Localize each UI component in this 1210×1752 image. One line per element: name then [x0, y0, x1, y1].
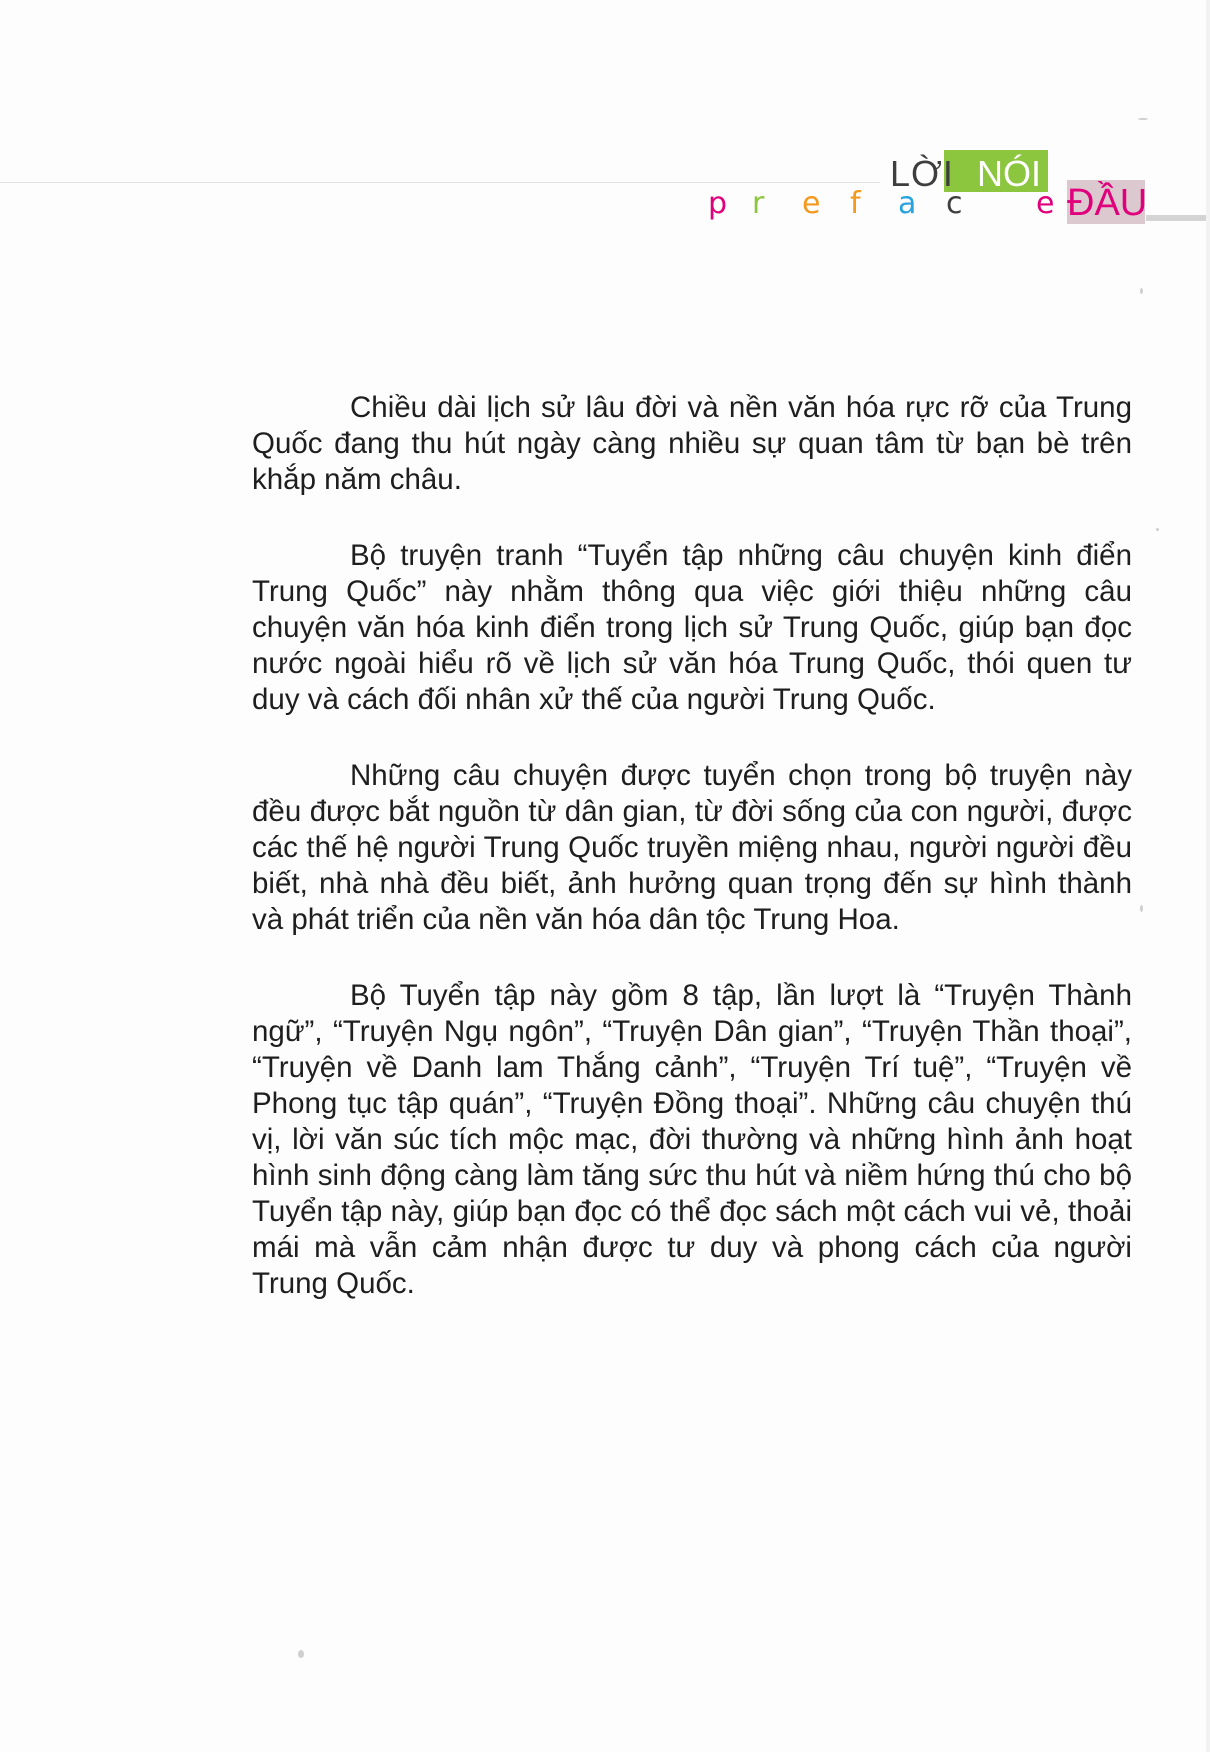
scan-speck	[1138, 118, 1148, 120]
right-divider	[1146, 215, 1210, 221]
scan-speck	[1140, 288, 1143, 294]
top-divider	[0, 182, 880, 183]
preface-letter: a	[898, 186, 917, 221]
paragraph-1: Chiều dài lịch sử lâu đời và nền văn hóa rực rỡ của Trung Quốc đang thu hút ngày càng nhiều sự quan tâm từ bạn bè trên khắp năm châu.	[252, 391, 1132, 496]
heading-word-loi: LỜI	[890, 153, 954, 194]
preface-letter: p	[708, 186, 728, 221]
preface-letter: f	[850, 186, 861, 221]
scan-speck	[1140, 905, 1143, 912]
preface-body	[252, 390, 1132, 1342]
scan-speck	[298, 1650, 304, 1658]
preface-letter: c	[946, 186, 963, 221]
heading-word-noi: NÓI	[977, 153, 1042, 194]
paragraph-4: Bộ Tuyển tập này gồm 8 tập, lần lượt là “Truyện Thành ngữ”, “Truyện Ngụ ngôn”, “Truyện Dân gian”, “Truyện Thần thoại”, “Truyện về Danh lam Thắng cảnh”, “Truyện Trí tuệ”, “Truyện về Phong tục tập quán”, “Truyện Đồng thoại”. Những câu chuyện thú vị, lời văn súc tích mộc mạc, đời thường và những hình ảnh hoạt hình sinh động càng làm tăng sức thu hút và niềm hứng thú cho bộ Tuyển tập này, giúp bạn đọc có thể đọc sách một cách vui vẻ, thoải mái mà vẫn cảm nhận được tư duy và phong cách của người Trung Quốc.	[252, 979, 1132, 1300]
preface-heading	[708, 148, 1150, 228]
preface-letter: r	[752, 186, 765, 221]
heading-word-dau: ĐẦU	[1067, 182, 1148, 224]
paragraph-2: Bộ truyện tranh “Tuyển tập những câu chuyện kinh điển Trung Quốc” này nhằm thông qua việc giới thiệu những câu chuyện văn hóa kinh điển trong lịch sử Trung Quốc, giúp bạn đọc nước ngoài hiểu rõ về lịch sử văn hóa Trung Quốc, thói quen tư duy và cách đối nhân xử thế của người Trung Quốc.	[252, 539, 1132, 716]
paragraph-3: Những câu chuyện được tuyển chọn trong bộ truyện này đều được bắt nguồn từ dân gian, từ đời sống của con người, được các thế hệ người Trung Quốc truyền miệng nhau, người người đều biết, nhà nhà đều biết, ảnh hưởng quan trọng đến sự hình thành và phát triển của nền văn hóa dân tộc Trung Hoa.	[252, 759, 1132, 936]
page-edge	[1206, 0, 1210, 1752]
preface-letter: e	[802, 186, 821, 221]
scan-speck	[1156, 528, 1159, 531]
preface-letter: e	[1036, 186, 1055, 221]
